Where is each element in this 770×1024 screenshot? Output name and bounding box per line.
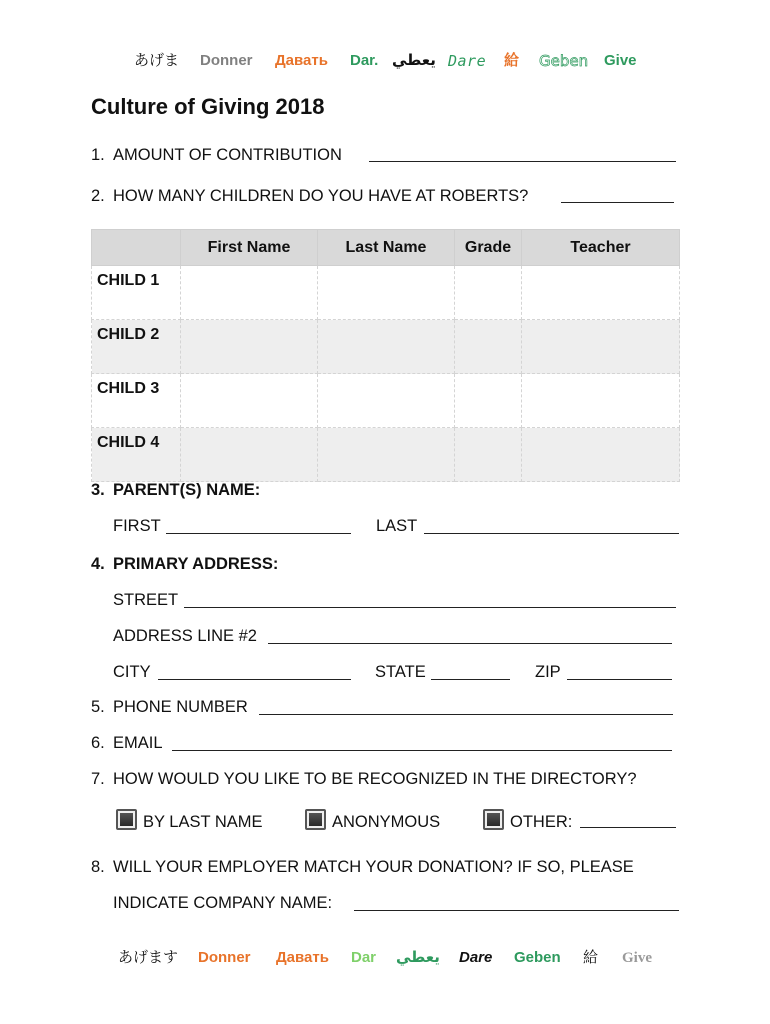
parent-first-label: FIRST (113, 517, 161, 535)
phone-number-field[interactable] (259, 699, 673, 715)
checkbox-icon[interactable] (305, 809, 326, 830)
header-word-arabic: يعطي (392, 52, 436, 69)
table-row (92, 428, 680, 482)
email-field[interactable] (172, 735, 672, 751)
option-other[interactable] (483, 809, 572, 833)
column-header-last-name: Last Name (318, 230, 455, 266)
children-count-field[interactable] (561, 187, 674, 203)
question-5-label: PHONE NUMBER (113, 698, 248, 716)
column-header-teacher: Teacher (522, 230, 680, 266)
footer-word-english: Give (622, 950, 652, 966)
header-word-italian: Dare (448, 52, 487, 70)
parent-last-label: LAST (376, 517, 418, 535)
city-field[interactable] (158, 664, 351, 680)
company-name-field[interactable] (354, 895, 679, 911)
question-number: 5. (91, 698, 105, 716)
checkbox-icon[interactable] (483, 809, 504, 830)
footer-word-arabic: يعطي (396, 949, 440, 966)
header-word-german: Geben (539, 52, 589, 70)
grade-cell[interactable] (455, 266, 522, 320)
header-word-spanish: Dar. (350, 52, 379, 69)
question-number: 1. (91, 146, 105, 164)
question-7 (91, 768, 637, 790)
footer-give-words (0, 946, 770, 970)
state-field[interactable] (431, 664, 510, 680)
question-8 (91, 856, 634, 878)
question-number: 7. (91, 770, 105, 788)
last-name-cell[interactable] (318, 266, 455, 320)
header-word-french: Donner (200, 52, 253, 69)
grade-cell[interactable] (455, 428, 522, 482)
street-field[interactable] (184, 592, 676, 608)
parent-last-name-field[interactable] (424, 518, 679, 534)
footer-word-russian: Давать (276, 949, 329, 966)
grade-cell[interactable] (455, 374, 522, 428)
address-line2-label: ADDRESS LINE #2 (113, 627, 257, 645)
children-table (91, 229, 680, 482)
state-label: STATE (375, 663, 426, 681)
footer-word-german: Geben (514, 949, 561, 966)
row-label: CHILD 4 (92, 428, 181, 482)
question-2-label: HOW MANY CHILDREN DO YOU HAVE AT ROBERTS? (113, 187, 529, 205)
footer-word-spanish: Dar (351, 949, 377, 966)
header-word-russian: Давать (275, 52, 328, 69)
question-5 (91, 696, 248, 718)
table-header-row (92, 230, 680, 266)
question-number: 6. (91, 734, 105, 752)
question-6-label: EMAIL (113, 734, 163, 752)
question-number: 2. (91, 187, 105, 205)
table-row (92, 374, 680, 428)
header-word-chinese: 給 (504, 52, 520, 69)
question-6 (91, 732, 163, 754)
option-anonymous[interactable] (305, 809, 440, 833)
zip-field[interactable] (567, 664, 672, 680)
other-recognition-field[interactable] (580, 812, 676, 828)
header-give-words (0, 49, 770, 73)
footer-word-japanese: あげます (118, 949, 179, 966)
question-8-label: WILL YOUR EMPLOYER MATCH YOUR DONATION? IF SO, PLEASE (113, 858, 634, 876)
question-1-label: AMOUNT OF CONTRIBUTION (113, 146, 342, 164)
footer-word-italian: Dare (459, 949, 493, 966)
first-name-cell[interactable] (181, 266, 318, 320)
column-header-first-name: First Name (181, 230, 318, 266)
contribution-amount-field[interactable] (369, 146, 676, 162)
question-1 (91, 144, 342, 166)
question-3 (91, 479, 260, 501)
teacher-cell[interactable] (522, 428, 680, 482)
parent-first-name-field[interactable] (166, 518, 351, 534)
question-8-continued: INDICATE COMPANY NAME: (113, 894, 333, 912)
last-name-cell[interactable] (318, 374, 455, 428)
question-4 (91, 553, 278, 575)
option-by-last-name[interactable] (116, 809, 263, 833)
question-7-label: HOW WOULD YOU LIKE TO BE RECOGNIZED IN THE DIRECTORY? (113, 770, 637, 788)
teacher-cell[interactable] (522, 266, 680, 320)
table-row (92, 266, 680, 320)
teacher-cell[interactable] (522, 374, 680, 428)
footer-word-french: Donner (198, 949, 251, 966)
column-header-grade: Grade (455, 230, 522, 266)
first-name-cell[interactable] (181, 374, 318, 428)
table-row (92, 320, 680, 374)
address-line2-field[interactable] (268, 628, 672, 644)
question-number: 4. (91, 555, 105, 573)
first-name-cell[interactable] (181, 428, 318, 482)
first-name-cell[interactable] (181, 320, 318, 374)
page-title: Culture of Giving 2018 (91, 94, 325, 119)
last-name-cell[interactable] (318, 428, 455, 482)
option-label: ANONYMOUS (332, 813, 441, 831)
checkbox-icon[interactable] (116, 809, 137, 830)
teacher-cell[interactable] (522, 320, 680, 374)
column-header-empty (92, 230, 181, 266)
header-word-english: Give (604, 52, 637, 69)
question-2 (91, 185, 528, 207)
footer-word-chinese: 給 (583, 949, 599, 966)
option-label: OTHER: (510, 813, 573, 831)
grade-cell[interactable] (455, 320, 522, 374)
question-3-label: PARENT(S) NAME: (113, 481, 261, 499)
question-number: 3. (91, 481, 105, 499)
row-label: CHILD 2 (92, 320, 181, 374)
row-label: CHILD 1 (92, 266, 181, 320)
question-number: 8. (91, 858, 105, 876)
header-word-japanese: あげま (134, 52, 180, 69)
street-label: STREET (113, 591, 179, 609)
row-label: CHILD 3 (92, 374, 181, 428)
question-4-label: PRIMARY ADDRESS: (113, 555, 279, 573)
zip-label: ZIP (535, 663, 561, 681)
city-label: CITY (113, 663, 151, 681)
last-name-cell[interactable] (318, 320, 455, 374)
option-label: BY LAST NAME (143, 813, 263, 831)
